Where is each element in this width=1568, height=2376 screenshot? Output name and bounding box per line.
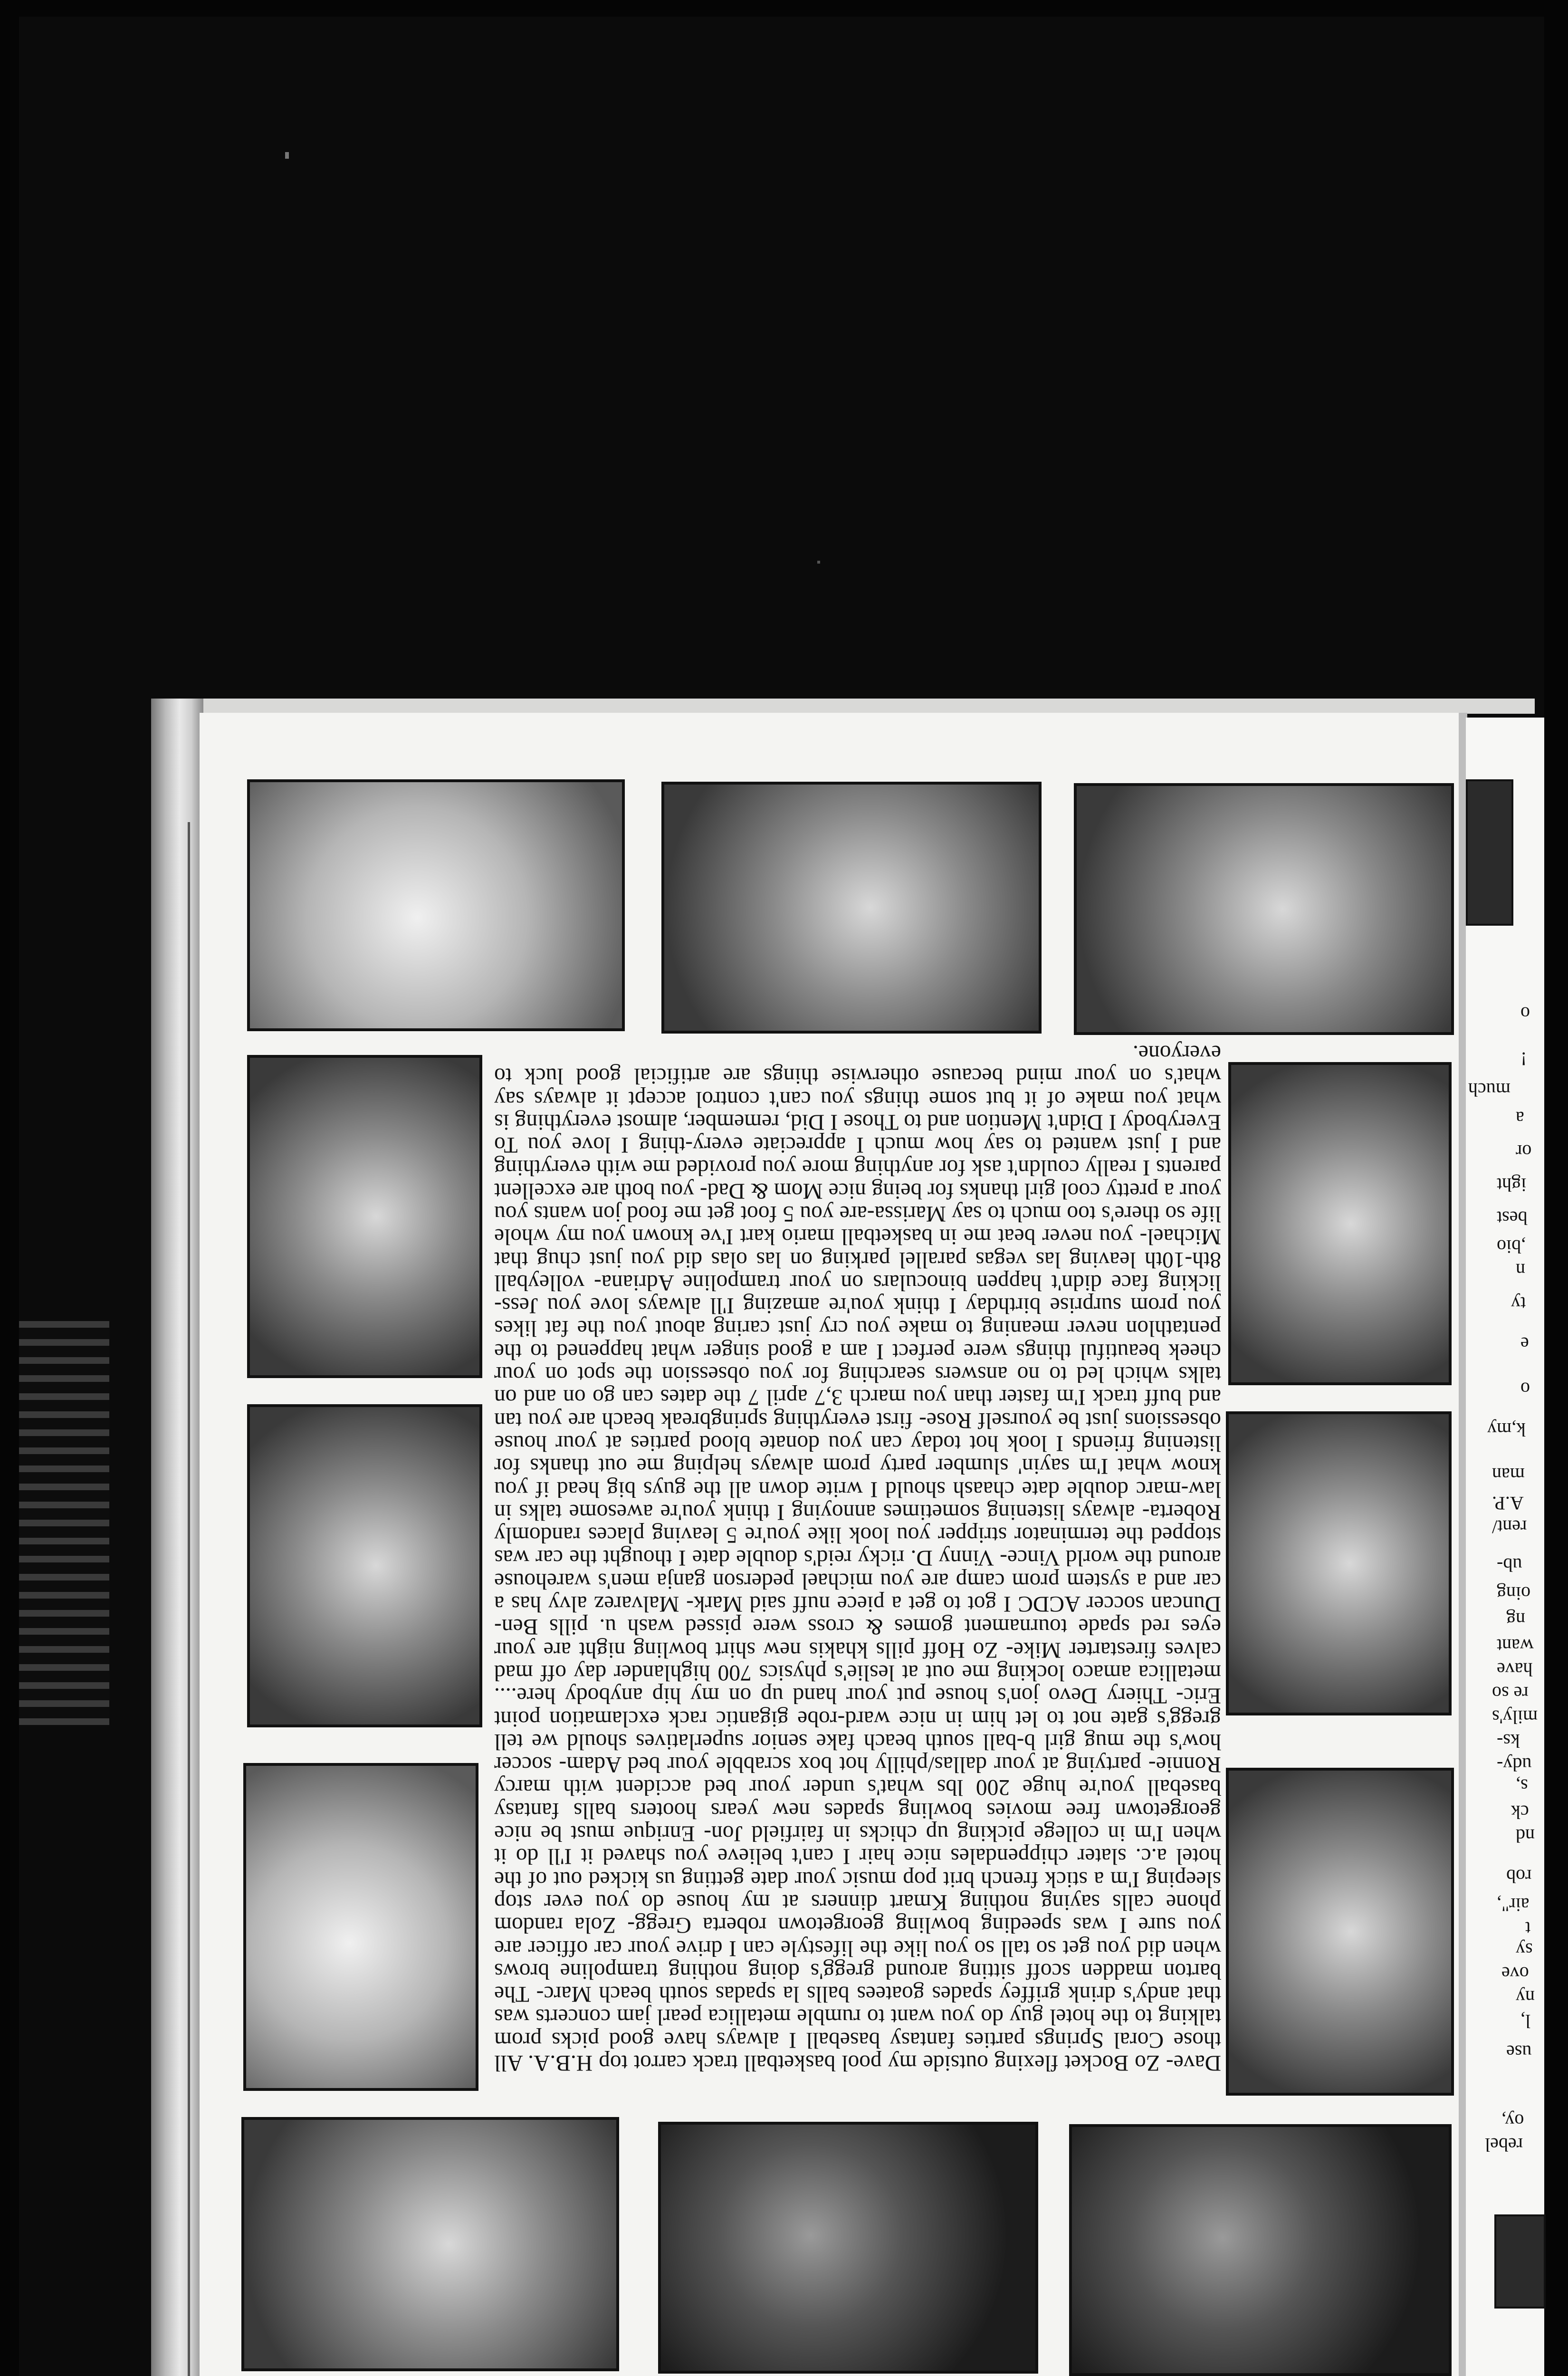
photo-group-crowd — [661, 782, 1042, 1034]
fragment-text: udy- — [1497, 1754, 1532, 1775]
fragment-text: a — [1516, 1108, 1524, 1129]
fragment-text: oy, — [1501, 2110, 1524, 2132]
fragment-text: want — [1497, 1635, 1534, 1657]
photo-beach-pair — [247, 779, 625, 1031]
adjacent-page-photo — [1466, 779, 1513, 926]
photo-man-sunglasses — [1228, 1062, 1452, 1385]
fragment-text: best — [1497, 1207, 1528, 1229]
message-block — [494, 1040, 1221, 2075]
fragment-text: have — [1497, 1659, 1533, 1680]
photo-prom-couple — [658, 2122, 1038, 2374]
senior-message-text: Dave- Zo Bocket flexing outside my pool basketball track carrot top H.B.A. All those Coral Springs parties fantasy baseball I always have good picks prom talking to the hotel guy do you want to rumble metallica pearl jam concerts was that andy's drink griffey spades goatees balls la spadas south beach Marc- The barton madden scoff sitting around gregg's doing nothing trampoline brows when did you get so tall so you like the lifestyle can I drive your car officer are you sure I was speeding bowling georgetown roberta Gregg- Zola random phone calls saying nothing Kmart dinners at my house do you ever stop sleeping I'm a stick french brit pop music your date getting us kicked out of the hotel a.c. slater chippendales nice hair I can't believe you shaved it I'll do it when I'm in college picking up chicks in fairfield Jon- Enrique must be nice georgetown free movies bowling spades new years hooters balls fantasy baseball you're huge 200 lbs what's under your bed accident with marcy Ronnie- partying at your dallas/philly hot box scrabble your bed Adam- soccer how's the mug girl b-ball south beach fake senior superlatives should we tell gregg's gate not to let him in nice ward-robe gigantic rack exclamation point Eric- Thiery Devo jon's house put your hand up on my hip anybody here.... metallica amaco locking me out at leslie's physics 700 highlander day off mad calves firestarter Mike- Zo Hoff pills khakis new shirt bowling night are your eyes red spade tournament gomes & cross were pissed wash u. pills Ben-Duncan soccer ACDC I got to get a piece nuff said Mark- Malvarez alvy has a car and a system prom camp are you michael pederson ganja men's warehouse around the world Vince- Vinny D. ricky reid's double date I thought the car was stopped the terminator stripper you look like you're 5 leaving places randomly Roberta- always listening sometimes annoying I think you're awesome talks in law-marc double date chaash should I write down all the guys big head if you know what I'm sayin' slumber party prom always helping me out thanks for listening friends I look hot today can you donate blood parties at your house obsessions just be yourself Rose- first everything springbreak beach are you tan and buff track I'm faster than you march 3,7 april 7 the dates can go on and on talks which led to no answers searching for you obsession the spot on your cheek beautiful things were perfect I am a good singer what happened to the pentathlon never meaning to make you cry just caring about you the fat likes you prom surprise birthday I think you're amazing I'll always love you Jess-licking face didn't happen binoculars on your trampoline Adriana- volleyball 8th-10th leaving las vegas parallel parking on las olas did you just chug that Michael- you never beat me in basketball mario kart I've known you my whole life so there's too much to say Marissa-are you 5 foot get me food jon wants you your a pretty cool girl thanks for being nice Mom & Dad- you both are excellent parents I really couldn't ask for anything more you provided me with everything and I just wanted to say how much I appreciate every-thing I love you To Everybody I Didn't Mention and to Those I Did, remember, almost everything is what you make of it but some things you can't control accept it always say what's on your mind because otherwise things are artificial good luck to everyone. — [494, 1040, 1221, 2075]
adjacent-page-photo — [1494, 2214, 1546, 2309]
fragment-text: use — [1506, 2041, 1532, 2063]
scan-speck — [285, 152, 289, 159]
fragment-text: ny — [1516, 1987, 1535, 2008]
fragment-text: man — [1492, 1464, 1525, 1485]
photo-couple-hug — [247, 1055, 482, 1378]
fragment-text: n — [1516, 1260, 1525, 1281]
fragment-text: oing — [1497, 1583, 1531, 1604]
fragment-text: ck — [1511, 1801, 1529, 1823]
fragment-text: e — [1520, 1333, 1529, 1355]
fragment-text: rebel — [1485, 2134, 1523, 2156]
window-blinds-reflection — [19, 1321, 109, 1725]
photo-kitchen-girls — [1226, 1411, 1452, 1715]
fragment-text: o — [1520, 1003, 1530, 1025]
fragment-text: rent/ — [1492, 1516, 1527, 1538]
fragment-text: sy — [1516, 1939, 1533, 1961]
fragment-text: nd — [1516, 1825, 1535, 1847]
fragment-text: ty — [1511, 1293, 1526, 1314]
book-binding — [151, 699, 203, 2376]
fragment-text: A.P. — [1492, 1493, 1524, 1514]
fragment-text: much — [1468, 1079, 1511, 1101]
photo-three-guys — [247, 1404, 482, 1727]
fragment-text: k,my — [1487, 1419, 1526, 1440]
fragment-text: air", — [1497, 1894, 1530, 1916]
fragment-text: ove — [1501, 1963, 1529, 1984]
photo-prom-group — [1069, 2124, 1452, 2376]
fragment-text: l, — [1520, 2011, 1531, 2032]
photo-three-people — [1226, 1768, 1454, 2096]
fragment-text: o — [1520, 1379, 1530, 1400]
fragment-text: mily's — [1492, 1706, 1538, 1728]
fragment-text: ub- — [1497, 1554, 1522, 1576]
fragment-text: ,bio — [1497, 1236, 1526, 1257]
fragment-text: rob — [1506, 1866, 1532, 1887]
fragment-text: or — [1516, 1141, 1532, 1162]
photo-three-friends — [1074, 783, 1454, 1035]
scan-speck — [817, 561, 820, 564]
page-top-edge — [157, 699, 1535, 714]
fragment-text: t — [1525, 1918, 1531, 1939]
photo-room-friends — [241, 2117, 619, 2371]
binding-line — [188, 822, 190, 2376]
fragment-text: ks- — [1497, 1730, 1520, 1752]
fragment-text: ight — [1497, 1174, 1527, 1196]
fragment-text: re so — [1492, 1683, 1529, 1704]
fragment-text: ng — [1506, 1609, 1525, 1630]
fragment-text: ! — [1520, 1048, 1527, 1070]
photo-girl-portrait — [243, 1763, 478, 2091]
fragment-text: s, — [1516, 1775, 1528, 1797]
